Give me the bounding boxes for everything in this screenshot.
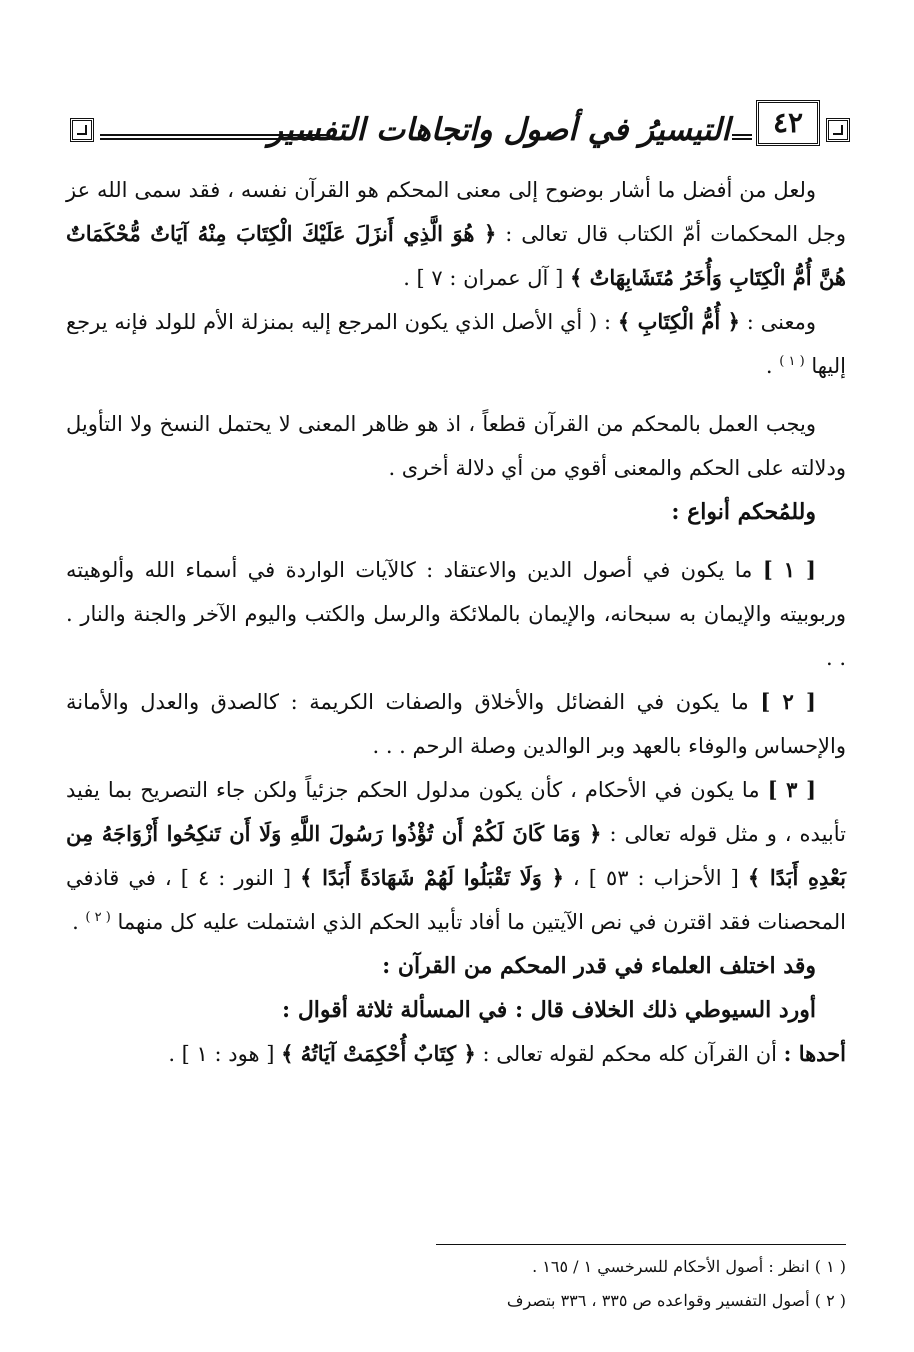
page-header (70, 98, 850, 158)
page-number: ٤٢ (756, 100, 820, 146)
footnote-marker: ( ١ ) (779, 354, 805, 369)
paragraph-text: ولعل من أفضل ما أشار بوضوح إلى معنى المحكم هو القرآن نفسه ، فقد سمى الله عز وجل المحكمات أمّ الكتاب قال تعالى : (66, 178, 847, 246)
list-item (66, 680, 846, 768)
paragraph-1 (66, 168, 846, 300)
paragraph-text: . (765, 354, 780, 378)
section-heading: وقد اختلف العلماء في قدر المحكم من القرآن : (382, 953, 816, 979)
verse-reference: [ هود : ١ ] . (168, 1042, 282, 1066)
section-heading: أورد السيوطي ذلك الخلاف قال : في المسألة ثلاثة أقوال : (282, 997, 816, 1023)
corner-ornament-icon (826, 118, 850, 142)
footnote-1: ( ١ ) انظر : أصول الأحكام للسرخسي ١ / ١٦٥ . (532, 1257, 846, 1276)
quran-verse: ﴿ أُمُّ الْكِتَابِ ﴾ (617, 309, 740, 334)
section-heading: وللمُحكم أنواع : (671, 499, 816, 525)
item-number: [ ٢ ] (760, 689, 816, 714)
footnote-2: ( ٢ ) أصول التفسير وقواعده ص ٣٣٥ ، ٣٣٦ بتصرف (506, 1291, 846, 1310)
corner-ornament-icon (70, 118, 94, 142)
verse-reference: [ آل عمران : ٧ ] . (403, 266, 570, 290)
footnotes (66, 1250, 846, 1318)
item-number: [ ١ ] (762, 557, 816, 582)
running-title: التيسيرُ في أصول واتجاهات التفسير (267, 112, 730, 148)
footnote-divider (436, 1244, 846, 1245)
item-number: [ ٣ ] (767, 777, 817, 802)
paragraph-text: أن القرآن كله محكم لقوله تعالى : (475, 1042, 784, 1066)
item-text: ما يكون في الفضائل والأخلاق والصفات الكريمة : كالصدق والعدل والأمانة والإحساس والوفاء بالعهد وبر الوالدين وصلة الرحم . . . (66, 690, 846, 758)
lead-word: أحدها : (783, 1041, 846, 1066)
quran-verse: ﴿ وَلَا تَقْبَلُوا لَهُمْ شَهَادَةً أَبَدًا ﴾ (300, 865, 564, 890)
quran-verse: ﴿ كِتَابٌ أُحْكِمَتْ آيَاتُهُ ﴾ (281, 1041, 476, 1066)
item-text: ما يكون في أصول الدين والاعتقاد : كالآيات الواردة في أسماء الله وألوهيته وربوبيته والإيمان به سبحانه، والإيمان بالملائكة والرسل والكتب واليوم الآخر والجنة والنار . . . (66, 558, 846, 670)
quran-verse: ﴿ هُوَ الَّذِي أَنزَلَ عَلَيْكَ الْكِتَابَ مِنْهُ آيَاتٌ مُّحْكَمَاتٌ هُنَّ أُمُّ الْكِتَابِ وَأُخَرُ مُتَشَابِهَاتٌ ﴾ (66, 221, 846, 290)
quran-verse: ﴿ وَمَا كَانَ لَكُمْ أَن تُؤْذُوا رَسُولَ اللَّهِ وَلَا أَن تَنكِحُوا أَزْوَاجَهُ مِن بَعْدِهِ أَبَدًا ﴾ (66, 821, 847, 890)
footnote-marker: ( ٢ ) (85, 910, 111, 925)
item-text: ما يكون في الأحكام ، كأن يكون مدلول الحكم جزئياً ولكن جاء التصريح بما يفيد تأبيده ، و مثل قوله تعالى : (66, 778, 846, 846)
paragraph-2 (66, 300, 846, 388)
paragraph-4 (66, 1032, 846, 1076)
item-text: . (72, 910, 86, 934)
list-item (66, 548, 846, 680)
list-item (66, 768, 846, 944)
paragraph-text: ومعنى : (739, 310, 816, 334)
paragraph-3: ويجب العمل بالمحكم من القرآن قطعاً ، اذ هو ظاهر المعنى لا يحتمل النسخ ولا التأويل ودلالته على الحكم والمعنى أقوي من أي دلالة أخرى . (66, 412, 846, 480)
header-rule-right (732, 134, 752, 140)
main-text (66, 168, 846, 1076)
header-rule-left (100, 134, 330, 140)
item-text: [ النور : ٤ ] ، في قاذفي المحصنات فقد اقترن في نص الآيتين ما أفاد تأبيد الحكم الذي اشتملت عليه كل منهما (66, 866, 846, 934)
verse-reference: [ الأحزاب : ٥٣ ] ، (563, 866, 748, 890)
paragraph-text: : ( أي الأصل الذي يكون المرجع إليه بمنزلة الأم للولد فإنه يرجع إليها (66, 310, 846, 378)
